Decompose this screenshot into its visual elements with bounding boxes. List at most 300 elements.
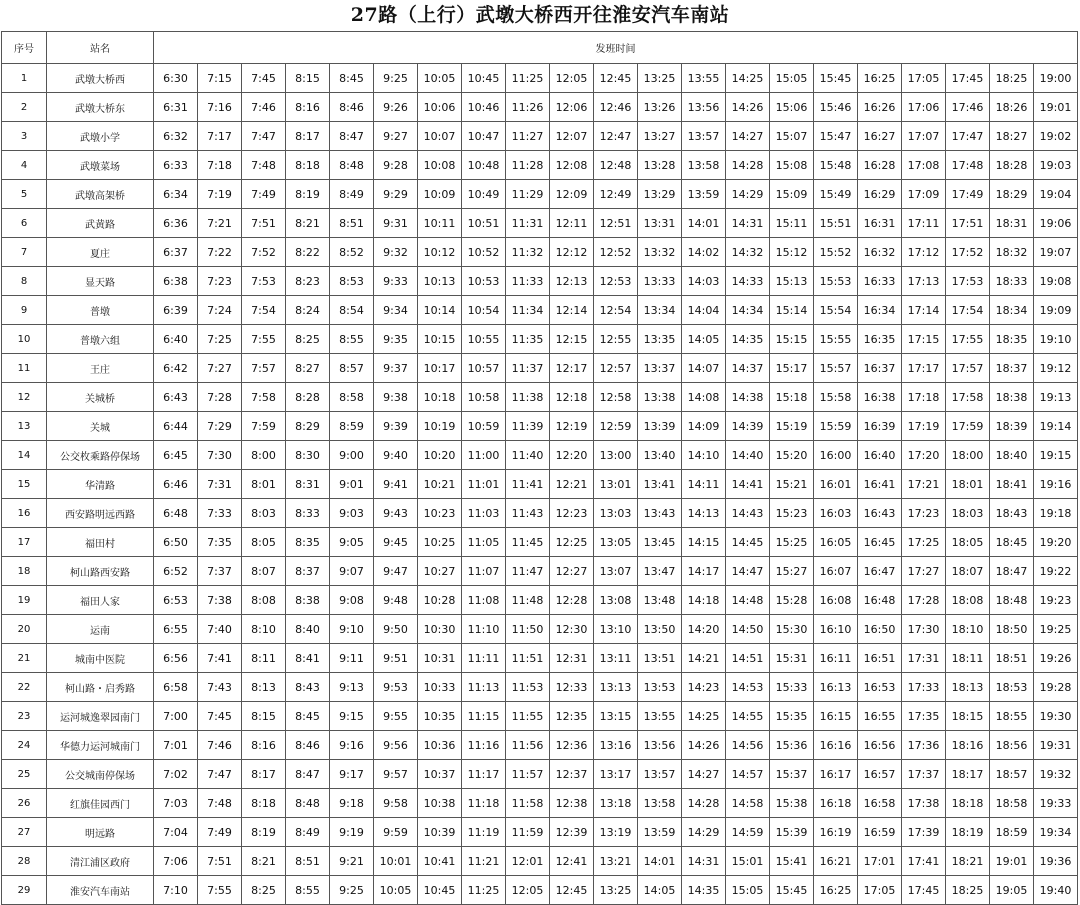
departure-time: 15:23 xyxy=(770,499,814,528)
departure-time: 7:23 xyxy=(198,267,242,296)
departure-time: 13:00 xyxy=(594,441,638,470)
departure-time: 18:03 xyxy=(946,499,990,528)
departure-time: 8:33 xyxy=(286,499,330,528)
table-row xyxy=(2,64,1078,93)
departure-time: 15:17 xyxy=(770,354,814,383)
departure-time: 11:39 xyxy=(506,412,550,441)
departure-time: 15:59 xyxy=(814,412,858,441)
departure-time: 16:01 xyxy=(814,470,858,499)
departure-time: 7:41 xyxy=(198,644,242,673)
departure-time: 14:55 xyxy=(726,702,770,731)
row-index: 29 xyxy=(2,876,47,905)
departure-time: 19:04 xyxy=(1034,180,1078,209)
departure-time: 13:25 xyxy=(594,876,638,905)
departure-time: 17:23 xyxy=(902,499,946,528)
departure-time: 14:13 xyxy=(682,499,726,528)
departure-time: 8:16 xyxy=(242,731,286,760)
departure-time: 9:40 xyxy=(374,441,418,470)
departure-time: 8:11 xyxy=(242,644,286,673)
departure-time: 10:52 xyxy=(462,238,506,267)
departure-time: 18:25 xyxy=(946,876,990,905)
departure-time: 14:45 xyxy=(726,528,770,557)
departure-time: 10:58 xyxy=(462,383,506,412)
departure-time: 8:57 xyxy=(330,354,374,383)
departure-time: 9:51 xyxy=(374,644,418,673)
departure-time: 16:31 xyxy=(858,209,902,238)
departure-time: 18:39 xyxy=(990,412,1034,441)
departure-time: 17:21 xyxy=(902,470,946,499)
departure-time: 19:03 xyxy=(1034,151,1078,180)
departure-time: 8:51 xyxy=(330,209,374,238)
departure-time: 17:20 xyxy=(902,441,946,470)
departure-time: 17:45 xyxy=(902,876,946,905)
departure-time: 8:52 xyxy=(330,238,374,267)
departure-time: 16:13 xyxy=(814,673,858,702)
row-index: 9 xyxy=(2,296,47,325)
departure-time: 6:39 xyxy=(154,296,198,325)
departure-time: 18:21 xyxy=(946,847,990,876)
departure-time: 19:18 xyxy=(1034,499,1078,528)
departure-time: 7:25 xyxy=(198,325,242,354)
departure-time: 13:57 xyxy=(638,760,682,789)
departure-time: 18:08 xyxy=(946,586,990,615)
station-name: 运南 xyxy=(47,615,154,644)
departure-time: 19:10 xyxy=(1034,325,1078,354)
station-name: 柯山路西安路 xyxy=(47,557,154,586)
departure-time: 14:27 xyxy=(726,122,770,151)
departure-time: 12:51 xyxy=(594,209,638,238)
departure-time: 18:40 xyxy=(990,441,1034,470)
departure-time: 6:55 xyxy=(154,615,198,644)
departure-time: 12:06 xyxy=(550,93,594,122)
departure-time: 7:51 xyxy=(242,209,286,238)
departure-time: 16:41 xyxy=(858,470,902,499)
departure-time: 17:55 xyxy=(946,325,990,354)
departure-time: 16:50 xyxy=(858,615,902,644)
departure-time: 15:37 xyxy=(770,760,814,789)
departure-time: 8:29 xyxy=(286,412,330,441)
departure-time: 9:18 xyxy=(330,789,374,818)
departure-time: 16:37 xyxy=(858,354,902,383)
departure-time: 17:18 xyxy=(902,383,946,412)
departure-time: 15:09 xyxy=(770,180,814,209)
departure-time: 14:29 xyxy=(726,180,770,209)
departure-time: 9:39 xyxy=(374,412,418,441)
departure-time: 7:49 xyxy=(198,818,242,847)
departure-time: 12:33 xyxy=(550,673,594,702)
table-row xyxy=(2,789,1078,818)
departure-time: 18:00 xyxy=(946,441,990,470)
departure-time: 19:05 xyxy=(990,876,1034,905)
row-index: 24 xyxy=(2,731,47,760)
departure-time: 11:25 xyxy=(462,876,506,905)
departure-time: 18:28 xyxy=(990,151,1034,180)
departure-time: 12:27 xyxy=(550,557,594,586)
departure-time: 16:43 xyxy=(858,499,902,528)
row-index: 7 xyxy=(2,238,47,267)
departure-time: 8:18 xyxy=(242,789,286,818)
departure-time: 16:59 xyxy=(858,818,902,847)
departure-time: 12:18 xyxy=(550,383,594,412)
departure-time: 14:33 xyxy=(726,267,770,296)
departure-time: 8:46 xyxy=(330,93,374,122)
departure-time: 16:19 xyxy=(814,818,858,847)
departure-time: 14:26 xyxy=(682,731,726,760)
page-title: 27路（上行）武墩大桥西开往淮安汽车南站 xyxy=(350,4,730,26)
departure-time: 18:47 xyxy=(990,557,1034,586)
departure-time: 7:45 xyxy=(242,64,286,93)
departure-time: 7:10 xyxy=(154,876,198,905)
table-row xyxy=(2,499,1078,528)
departure-time: 18:33 xyxy=(990,267,1034,296)
departure-time: 17:05 xyxy=(858,876,902,905)
departure-time: 15:49 xyxy=(814,180,858,209)
station-name: 武墩小学 xyxy=(47,122,154,151)
departure-time: 18:57 xyxy=(990,760,1034,789)
departure-time: 10:06 xyxy=(418,93,462,122)
departure-time: 10:17 xyxy=(418,354,462,383)
station-name: 武墩大桥西 xyxy=(47,64,154,93)
departure-time: 8:19 xyxy=(242,818,286,847)
departure-time: 10:05 xyxy=(374,876,418,905)
departure-time: 18:38 xyxy=(990,383,1034,412)
departure-time: 19:40 xyxy=(1034,876,1078,905)
departure-time: 14:59 xyxy=(726,818,770,847)
row-index: 26 xyxy=(2,789,47,818)
departure-time: 19:36 xyxy=(1034,847,1078,876)
departure-time: 11:07 xyxy=(462,557,506,586)
departure-time: 10:08 xyxy=(418,151,462,180)
departure-time: 8:27 xyxy=(286,354,330,383)
departure-time: 10:14 xyxy=(418,296,462,325)
departure-time: 13:15 xyxy=(594,702,638,731)
departure-time: 15:48 xyxy=(814,151,858,180)
departure-time: 14:56 xyxy=(726,731,770,760)
departure-time: 7:43 xyxy=(198,673,242,702)
departure-time: 18:16 xyxy=(946,731,990,760)
departure-time: 10:33 xyxy=(418,673,462,702)
departure-time: 14:53 xyxy=(726,673,770,702)
station-name: 武黄路 xyxy=(47,209,154,238)
departure-time: 10:41 xyxy=(418,847,462,876)
row-index: 11 xyxy=(2,354,47,383)
departure-time: 8:55 xyxy=(330,325,374,354)
departure-time: 15:51 xyxy=(814,209,858,238)
departure-time: 14:37 xyxy=(726,354,770,383)
departure-time: 16:51 xyxy=(858,644,902,673)
departure-time: 16:40 xyxy=(858,441,902,470)
departure-time: 9:25 xyxy=(330,876,374,905)
departure-time: 12:37 xyxy=(550,760,594,789)
departure-time: 13:59 xyxy=(682,180,726,209)
departure-time: 13:29 xyxy=(638,180,682,209)
departure-time: 12:09 xyxy=(550,180,594,209)
header-station: 站名 xyxy=(47,32,154,64)
departure-time: 13:32 xyxy=(638,238,682,267)
departure-time: 9:21 xyxy=(330,847,374,876)
departure-time: 16:00 xyxy=(814,441,858,470)
departure-time: 9:50 xyxy=(374,615,418,644)
table-row xyxy=(2,673,1078,702)
departure-time: 13:18 xyxy=(594,789,638,818)
departure-time: 11:57 xyxy=(506,760,550,789)
departure-time: 13:37 xyxy=(638,354,682,383)
departure-time: 8:21 xyxy=(242,847,286,876)
departure-time: 13:55 xyxy=(638,702,682,731)
table-row xyxy=(2,528,1078,557)
departure-time: 8:16 xyxy=(286,93,330,122)
station-name: 西安路明远西路 xyxy=(47,499,154,528)
departure-time: 18:10 xyxy=(946,615,990,644)
station-name: 城南中医院 xyxy=(47,644,154,673)
departure-time: 9:27 xyxy=(374,122,418,151)
departure-time: 12:25 xyxy=(550,528,594,557)
departure-time: 13:08 xyxy=(594,586,638,615)
departure-time: 7:03 xyxy=(154,789,198,818)
row-index: 2 xyxy=(2,93,47,122)
departure-time: 19:02 xyxy=(1034,122,1078,151)
departure-time: 8:21 xyxy=(286,209,330,238)
departure-time: 7:22 xyxy=(198,238,242,267)
departure-time: 17:57 xyxy=(946,354,990,383)
departure-time: 18:41 xyxy=(990,470,1034,499)
departure-time: 17:51 xyxy=(946,209,990,238)
departure-time: 7:47 xyxy=(242,122,286,151)
departure-time: 15:25 xyxy=(770,528,814,557)
departure-time: 8:30 xyxy=(286,441,330,470)
row-index: 5 xyxy=(2,180,47,209)
departure-time: 17:06 xyxy=(902,93,946,122)
departure-time: 18:56 xyxy=(990,731,1034,760)
departure-time: 9:10 xyxy=(330,615,374,644)
departure-time: 12:55 xyxy=(594,325,638,354)
departure-time: 13:10 xyxy=(594,615,638,644)
departure-time: 17:19 xyxy=(902,412,946,441)
departure-time: 19:14 xyxy=(1034,412,1078,441)
row-index: 10 xyxy=(2,325,47,354)
departure-time: 17:12 xyxy=(902,238,946,267)
departure-time: 11:59 xyxy=(506,818,550,847)
departure-time: 8:58 xyxy=(330,383,374,412)
departure-time: 15:36 xyxy=(770,731,814,760)
departure-time: 15:27 xyxy=(770,557,814,586)
departure-time: 9:05 xyxy=(330,528,374,557)
departure-time: 18:35 xyxy=(990,325,1034,354)
departure-time: 11:29 xyxy=(506,180,550,209)
departure-time: 7:27 xyxy=(198,354,242,383)
departure-time: 14:02 xyxy=(682,238,726,267)
departure-time: 17:39 xyxy=(902,818,946,847)
departure-time: 16:28 xyxy=(858,151,902,180)
departure-time: 8:24 xyxy=(286,296,330,325)
departure-time: 10:15 xyxy=(418,325,462,354)
departure-time: 18:25 xyxy=(990,64,1034,93)
station-name: 公交城南停保场 xyxy=(47,760,154,789)
table-row xyxy=(2,151,1078,180)
departure-time: 8:51 xyxy=(286,847,330,876)
departure-time: 9:08 xyxy=(330,586,374,615)
departure-time: 16:08 xyxy=(814,586,858,615)
departure-time: 10:45 xyxy=(418,876,462,905)
departure-time: 12:52 xyxy=(594,238,638,267)
departure-time: 17:25 xyxy=(902,528,946,557)
departure-time: 11:21 xyxy=(462,847,506,876)
departure-time: 11:08 xyxy=(462,586,506,615)
departure-time: 13:50 xyxy=(638,615,682,644)
departure-time: 13:16 xyxy=(594,731,638,760)
departure-time: 7:54 xyxy=(242,296,286,325)
departure-time: 9:41 xyxy=(374,470,418,499)
departure-time: 9:25 xyxy=(374,64,418,93)
departure-time: 18:51 xyxy=(990,644,1034,673)
departure-time: 13:17 xyxy=(594,760,638,789)
departure-time: 14:25 xyxy=(726,64,770,93)
station-name: 王庄 xyxy=(47,354,154,383)
departure-time: 10:49 xyxy=(462,180,506,209)
departure-time: 15:08 xyxy=(770,151,814,180)
departure-time: 16:11 xyxy=(814,644,858,673)
departure-time: 15:58 xyxy=(814,383,858,412)
departure-time: 19:31 xyxy=(1034,731,1078,760)
departure-time: 16:32 xyxy=(858,238,902,267)
departure-time: 19:22 xyxy=(1034,557,1078,586)
departure-time: 14:50 xyxy=(726,615,770,644)
departure-time: 14:20 xyxy=(682,615,726,644)
departure-time: 13:19 xyxy=(594,818,638,847)
departure-time: 8:17 xyxy=(286,122,330,151)
departure-time: 7:57 xyxy=(242,354,286,383)
departure-time: 8:25 xyxy=(242,876,286,905)
departure-time: 13:35 xyxy=(638,325,682,354)
departure-time: 13:45 xyxy=(638,528,682,557)
departure-time: 10:28 xyxy=(418,586,462,615)
departure-time: 14:51 xyxy=(726,644,770,673)
departure-time: 11:17 xyxy=(462,760,506,789)
table-row xyxy=(2,180,1078,209)
departure-time: 6:43 xyxy=(154,383,198,412)
table-row xyxy=(2,354,1078,383)
departure-time: 9:59 xyxy=(374,818,418,847)
departure-time: 9:55 xyxy=(374,702,418,731)
departure-time: 6:36 xyxy=(154,209,198,238)
departure-time: 9:13 xyxy=(330,673,374,702)
departure-time: 11:51 xyxy=(506,644,550,673)
departure-time: 9:53 xyxy=(374,673,418,702)
departure-time: 17:33 xyxy=(902,673,946,702)
departure-time: 17:14 xyxy=(902,296,946,325)
departure-time: 11:45 xyxy=(506,528,550,557)
departure-time: 9:43 xyxy=(374,499,418,528)
departure-time: 7:02 xyxy=(154,760,198,789)
departure-time: 18:32 xyxy=(990,238,1034,267)
departure-time: 13:43 xyxy=(638,499,682,528)
departure-time: 8:03 xyxy=(242,499,286,528)
departure-time: 18:07 xyxy=(946,557,990,586)
departure-time: 10:35 xyxy=(418,702,462,731)
departure-time: 8:43 xyxy=(286,673,330,702)
departure-time: 17:01 xyxy=(858,847,902,876)
departure-time: 10:21 xyxy=(418,470,462,499)
departure-time: 14:35 xyxy=(682,876,726,905)
departure-time: 7:15 xyxy=(198,64,242,93)
departure-time: 11:48 xyxy=(506,586,550,615)
departure-time: 16:25 xyxy=(858,64,902,93)
departure-time: 11:25 xyxy=(506,64,550,93)
departure-time: 14:34 xyxy=(726,296,770,325)
departure-time: 18:18 xyxy=(946,789,990,818)
row-index: 23 xyxy=(2,702,47,731)
departure-time: 12:20 xyxy=(550,441,594,470)
departure-time: 13:03 xyxy=(594,499,638,528)
departure-time: 13:40 xyxy=(638,441,682,470)
departure-time: 12:05 xyxy=(506,876,550,905)
departure-time: 11:55 xyxy=(506,702,550,731)
row-index: 4 xyxy=(2,151,47,180)
departure-time: 19:33 xyxy=(1034,789,1078,818)
departure-time: 10:07 xyxy=(418,122,462,151)
departure-time: 16:18 xyxy=(814,789,858,818)
departure-time: 10:20 xyxy=(418,441,462,470)
departure-time: 10:13 xyxy=(418,267,462,296)
departure-time: 11:31 xyxy=(506,209,550,238)
station-name: 武墩大桥东 xyxy=(47,93,154,122)
departure-time: 10:39 xyxy=(418,818,462,847)
departure-time: 15:54 xyxy=(814,296,858,325)
departure-time: 14:26 xyxy=(726,93,770,122)
departure-time: 10:19 xyxy=(418,412,462,441)
row-index: 25 xyxy=(2,760,47,789)
departure-time: 19:16 xyxy=(1034,470,1078,499)
departure-time: 10:53 xyxy=(462,267,506,296)
departure-time: 7:49 xyxy=(242,180,286,209)
departure-time: 14:11 xyxy=(682,470,726,499)
departure-time: 13:58 xyxy=(682,151,726,180)
departure-time: 11:00 xyxy=(462,441,506,470)
departure-time: 12:38 xyxy=(550,789,594,818)
departure-time: 19:34 xyxy=(1034,818,1078,847)
departure-time: 7:28 xyxy=(198,383,242,412)
departure-time: 17:08 xyxy=(902,151,946,180)
departure-time: 17:11 xyxy=(902,209,946,238)
departure-time: 14:38 xyxy=(726,383,770,412)
departure-time: 7:21 xyxy=(198,209,242,238)
table-row xyxy=(2,702,1078,731)
departure-time: 7:24 xyxy=(198,296,242,325)
departure-time: 9:07 xyxy=(330,557,374,586)
departure-time: 14:57 xyxy=(726,760,770,789)
departure-time: 16:25 xyxy=(814,876,858,905)
departure-time: 9:32 xyxy=(374,238,418,267)
departure-time: 10:37 xyxy=(418,760,462,789)
departure-time: 15:28 xyxy=(770,586,814,615)
departure-time: 12:49 xyxy=(594,180,638,209)
departure-time: 6:37 xyxy=(154,238,198,267)
departure-time: 7:40 xyxy=(198,615,242,644)
row-index: 13 xyxy=(2,412,47,441)
departure-time: 14:01 xyxy=(638,847,682,876)
station-name: 福田村 xyxy=(47,528,154,557)
departure-time: 7:59 xyxy=(242,412,286,441)
departure-time: 17:47 xyxy=(946,122,990,151)
departure-time: 13:07 xyxy=(594,557,638,586)
departure-time: 13:33 xyxy=(638,267,682,296)
departure-time: 8:25 xyxy=(286,325,330,354)
table-row xyxy=(2,325,1078,354)
departure-time: 14:21 xyxy=(682,644,726,673)
departure-time: 18:05 xyxy=(946,528,990,557)
departure-time: 15:21 xyxy=(770,470,814,499)
departure-time: 19:20 xyxy=(1034,528,1078,557)
